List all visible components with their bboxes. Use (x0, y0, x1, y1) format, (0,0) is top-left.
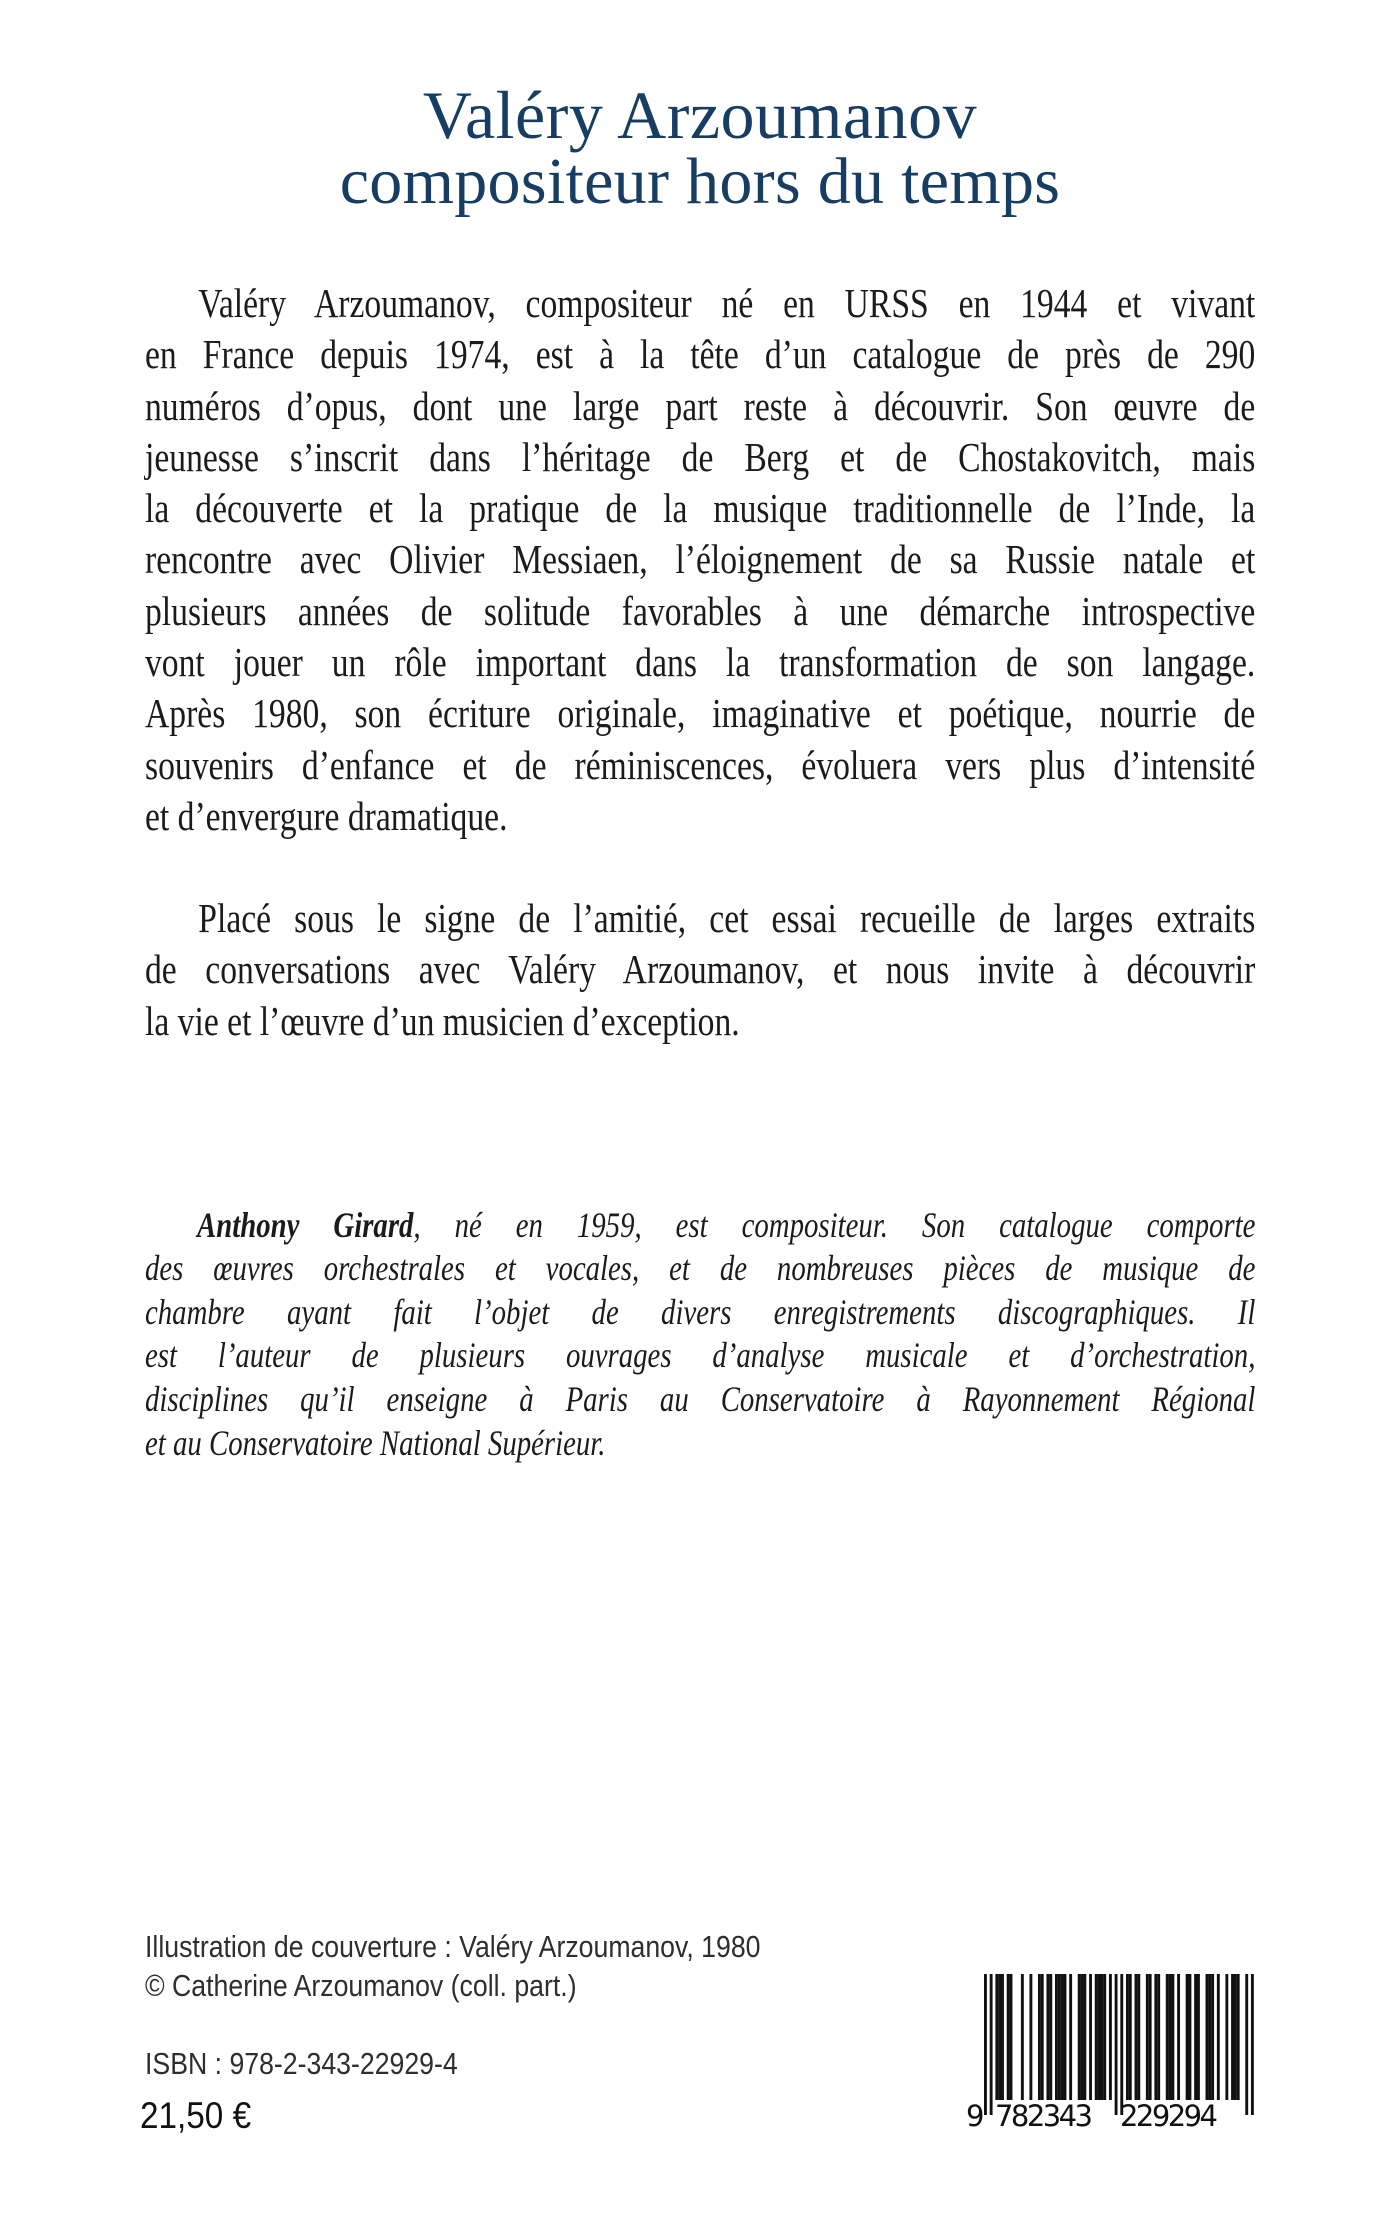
barcode-bar (1188, 1974, 1191, 2100)
bio-line: des œuvres orchestrales et vocales, et de nombreuses pièces de musique de (145, 1248, 1256, 1288)
bio-line: disciplines qu’il enseigne à Paris au Conservatoire à Rayonnement Régional (145, 1379, 1256, 1419)
barcode-right-digits: 229294 (1120, 2099, 1218, 2133)
barcode-bar (1115, 1974, 1118, 2115)
summary-line: Valéry Arzoumanov, compositeur né en URSS en 1944 et vivant (198, 280, 1256, 326)
barcode-bar (1157, 1974, 1160, 2100)
barcode-bar (1007, 1974, 1010, 2100)
summary-line: vont jouer un rôle important dans la transformation de son langage. (145, 639, 1256, 685)
barcode-bar (1109, 1974, 1112, 2100)
bio-line: Anthony Girard, né en 1959, est compositeur. Son catalogue comporte (197, 1205, 1256, 1245)
isbn-barcode (962, 1974, 1262, 2134)
bio-line: est l’auteur de plusieurs ouvrages d’analyse musicale et d’orchestration, (145, 1335, 1256, 1375)
barcode-bar (1149, 1974, 1152, 2100)
barcode-bar (1095, 1974, 1098, 2100)
barcode-bar (1194, 1974, 1197, 2100)
barcode-bar (1135, 1974, 1138, 2100)
barcode-bar (998, 1974, 1001, 2100)
barcode-bar (1083, 1974, 1086, 2100)
barcode-bar (1129, 1974, 1132, 2100)
book-subtitle: compositeur hors du temps (339, 145, 1061, 218)
barcode-bar (1069, 1974, 1072, 2100)
summary-line: plusieurs années de solitude favorables à une démarche introspective (145, 588, 1256, 634)
barcode-bar (1154, 1974, 1157, 2100)
barcode-bar (1064, 1974, 1067, 2100)
barcode-bar (1029, 1974, 1032, 2100)
barcode-bar (1206, 1974, 1209, 2100)
barcode-bar (1208, 1974, 1211, 2100)
barcode-bar (990, 1974, 993, 2115)
summary-line: la vie et l’œuvre d’un musicien d’exception. (145, 998, 740, 1044)
barcode-bars (984, 1974, 1254, 2115)
barcode-bar (1234, 1974, 1237, 2100)
barcode-bar (984, 1974, 987, 2115)
isbn: ISBN : 978-2-343-22929-4 (145, 2046, 458, 2081)
summary-line: jeunesse s’inscrit dans l’héritage de Berg et de Chostakovitch, mais (145, 434, 1256, 480)
barcode-bar (1166, 1974, 1169, 2100)
barcode-bar (1137, 1974, 1140, 2100)
barcode-bar (1171, 1974, 1174, 2100)
barcode-bar (1103, 1974, 1106, 2100)
barcode-bar (1010, 1974, 1013, 2100)
summary-line: souvenirs d’enfance et de réminiscences, évoluera vers plus d’intensité (145, 742, 1256, 788)
barcode-bar (1078, 1974, 1081, 2100)
summary-line: en France depuis 1974, est à la tête d’un catalogue de près de 290 (145, 331, 1256, 377)
barcode-bar (1126, 1974, 1129, 2100)
barcode-bar (1041, 1974, 1044, 2100)
summary-line: de conversations avec Valéry Arzoumanov, et nous invite à découvrir (145, 946, 1256, 992)
barcode-bar (1089, 1974, 1092, 2100)
barcode-bar (1245, 1974, 1248, 2115)
barcode-bar (1231, 1974, 1234, 2100)
barcode-bar (1237, 1974, 1240, 2100)
barcode-bar (1058, 1974, 1061, 2100)
barcode-bar (1049, 1974, 1052, 2100)
summary-line: et d’envergure dramatique. (145, 793, 508, 839)
barcode-bar (1081, 1974, 1084, 2100)
barcode-bar (1251, 1974, 1254, 2115)
bio-line: et au Conservatoire National Supérieur. (145, 1423, 606, 1463)
barcode-bar (1217, 1974, 1220, 2100)
barcode-bar (1098, 1974, 1101, 2100)
cover-illustration-credit: Illustration de couverture : Valéry Arzoumanov, 1980 (145, 1929, 761, 1964)
barcode-bar (1001, 1974, 1004, 2100)
summary-line: la découverte et la pratique de la musique traditionnelle de l’Inde, la (145, 485, 1256, 531)
barcode-bar (1061, 1974, 1064, 2100)
barcode-bar (1120, 1974, 1123, 2115)
bio-line: chambre ayant fait l’objet de divers enregistrements discographiques. Il (145, 1292, 1256, 1332)
barcode-bar (1186, 1974, 1189, 2100)
barcode-bar (1146, 1974, 1149, 2100)
summary-line: Placé sous le signe de l’amitié, cet essai recueille de larges extraits (198, 895, 1256, 941)
copyright-credit: © Catherine Arzoumanov (coll. part.) (145, 1968, 577, 2003)
summary-line: numéros d’opus, dont une large part reste à découvrir. Son œuvre de (145, 383, 1256, 429)
barcode-bar (1038, 1974, 1041, 2100)
summary-line: rencontre avec Olivier Messiaen, l’éloignement de sa Russie natale et (145, 536, 1256, 582)
barcode-bar (1055, 1974, 1058, 2100)
price: 21,50 € (140, 2095, 252, 2136)
summary-line: Après 1980, son écriture originale, imaginative et poétique, nourrie de (145, 690, 1256, 736)
barcode-bar (1100, 1974, 1103, 2100)
barcode-bar (1046, 1974, 1049, 2100)
barcode-bar (995, 1974, 998, 2100)
author-name: Anthony Girard (197, 1205, 414, 1245)
barcode-bar (1177, 1974, 1180, 2100)
barcode-bar (1225, 1974, 1228, 2100)
barcode-bar (1021, 1974, 1024, 2100)
barcode-bar (1169, 1974, 1172, 2100)
barcode-first-digit: 9 (966, 2099, 985, 2133)
barcode-left-digits: 782343 (995, 2099, 1093, 2133)
barcode-bar (1211, 1974, 1214, 2100)
book-title: Valéry Arzoumanov (422, 77, 978, 153)
barcode-bar (1197, 1974, 1200, 2100)
